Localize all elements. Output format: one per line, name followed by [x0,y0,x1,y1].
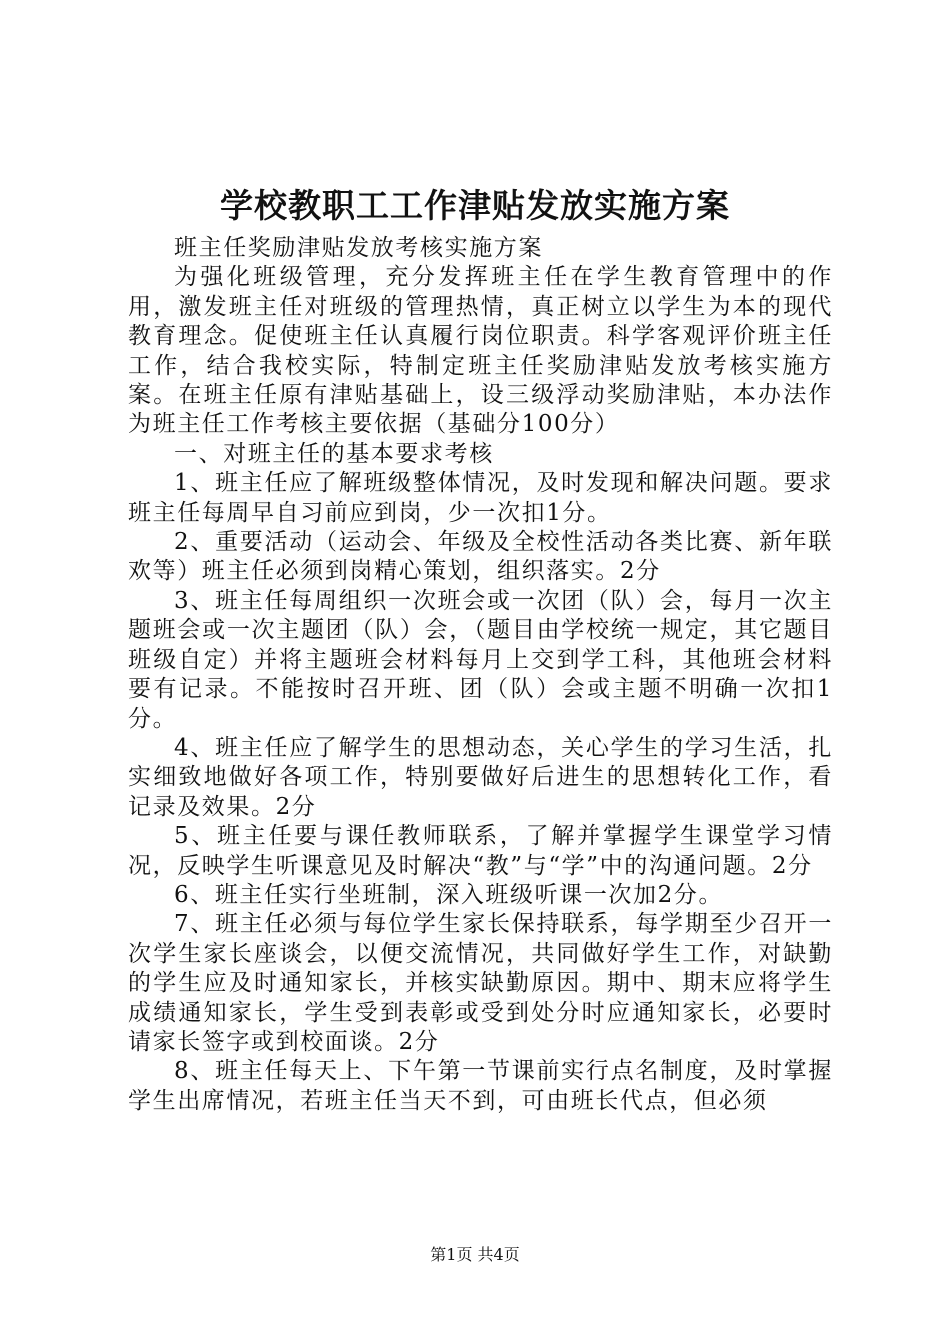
paragraph-item-7: 7、班主任必须与每位学生家长保持联系，每学期至少召开一次学生家长座谈会，以便交流情况，共同做好学生工作，对缺勤的学生应及时通知家长，并核实缺勤原因。期中、期末应将学生成绩通知家长，学生受到表彰或受到处分时应通知家长，必要时请家长签字或到校面谈。2分 [128,911,833,1055]
paragraph-item-1: 1、班主任应了解班级整体情况，及时发现和解决问题。要求班主任每周早自习前应到岗，少一次扣1分。 [128,470,833,526]
paragraph-item-8: 8、班主任每天上、下午第一节课前实行点名制度，及时掌握学生出席情况，若班主任当天不到，可由班长代点，但必须 [128,1058,833,1114]
document-title: 学校教职工工作津贴发放实施方案 [220,186,730,225]
paragraph-item-6: 6、班主任实行坐班制，深入班级听课一次加2分。 [174,881,724,908]
paragraph-item-5: 5、班主任要与课任教师联系，了解并掌握学生课堂学习情况，反映学生听课意见及时解决“教”与“学”中的沟通问题。2分 [128,823,833,879]
section-heading: 一、对班主任的基本要求考核 [174,440,494,467]
page-footer: 第1页 共4页 [430,1245,520,1264]
paragraph-subtitle: 班主任奖励津贴发放考核实施方案 [174,235,543,261]
paragraph-intro: 为强化班级管理，充分发挥班主任在学生教育管理中的作用，激发班主任对班级的管理热情，真正树立以学生为本的现代教育理念。促使班主任认真履行岗位职责。科学客观评价班主任工作，结合我校实际，特制定班主任奖励津贴发放考核实施方案。在班主任原有津贴基础上，设三级浮动奖励津贴，本办法作为班主任工作考核主要依据（基础分100分） [128,264,833,438]
document-body [128,234,833,1116]
paragraph-item-2: 2、重要活动（运动会、年级及全校性活动各类比赛、新年联欢等）班主任必须到岗精心策划，组织落实。2分 [128,529,833,585]
paragraph-item-3: 3、班主任每周组织一次班会或一次团（队）会，每月一次主题班会或一次主题团（队）会，（题目由学校统一规定，其它题目班级自定）并将主题班会材料每月上交到学工科，其他班会材料要有记录。不能按时召开班、团（队）会或主题不明确一次扣1分。 [128,587,833,732]
paragraph-item-4: 4、班主任应了解学生的思想动态，关心学生的学习生活，扎实细致地做好各项工作，特别要做好后进生的思想转化工作，看记录及效果。2分 [128,734,833,820]
